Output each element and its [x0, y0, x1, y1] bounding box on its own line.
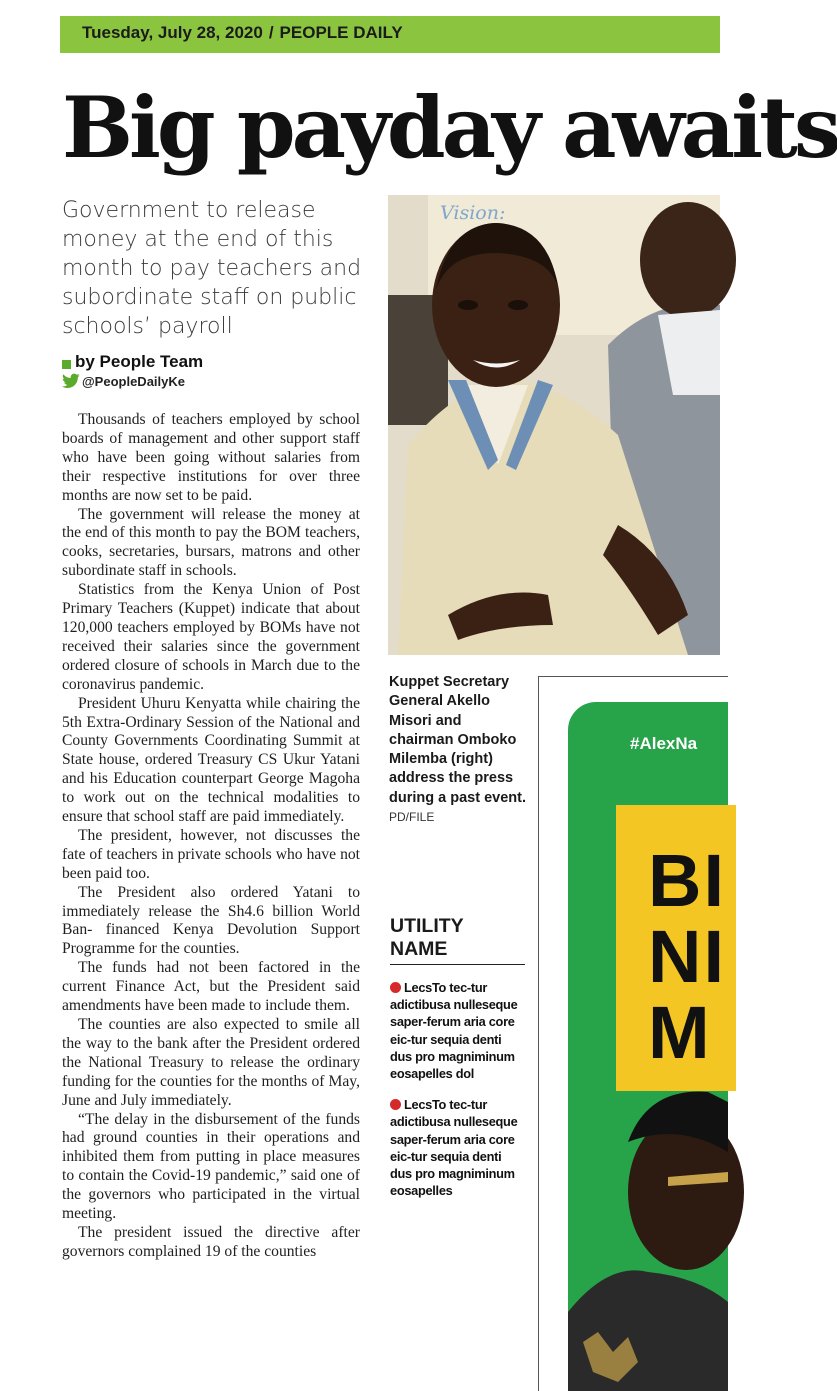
list-item-text: LecsTo tec-tur adictibusa nulleseque saper-ferum aria core eic-tur sequia denti dus pro magniminum eosapelles dol: [390, 980, 518, 1082]
caption-text: Kuppet Secretary General Akello Misori and chairman Omboko Milemba (right) address the press during a past event.: [389, 674, 526, 806]
advert-hashtag: #AlexNa: [630, 734, 698, 753]
paragraph: Thousands of teachers employed by school boards of management and other support staff who have been going without salaries from their respective institutions for over three months are now set to be paid.: [62, 411, 360, 504]
list-item: [390, 1096, 525, 1199]
advert-panel: [568, 702, 728, 1391]
article-body: [62, 411, 360, 1262]
advert-line: NI: [648, 915, 726, 998]
article-headline: Big payday awaits: [62, 78, 837, 177]
paragraph: The funds had not been factored in the current Finance Act, but the President said amendments have been made to include them.: [62, 959, 360, 1015]
press-conference-photo: [388, 195, 720, 655]
twitter-bird-icon: [62, 373, 80, 389]
paragraph: The government will release the money at the end of this month to pay the BOM teachers, cooks, secretaries, bursars, matrons and other subordinate staff in schools.: [62, 505, 360, 580]
publication-name: PEOPLE DAILY: [279, 23, 403, 42]
byline-marker-icon: [62, 360, 71, 369]
photo-credit: PD/FILE: [389, 810, 435, 825]
article-deck: Government to release money at the end of this month to pay teachers and subordinate staff on public schools’ payroll: [62, 198, 362, 339]
paragraph: “The delay in the disbursement of the funds had ground counties in their operations and inhibited them from putting in place measures to contain the Covid-19 pandemic,” said one of the governors who participated in the virtual meeting.: [62, 1110, 360, 1223]
date-line: [82, 23, 403, 43]
red-bullet-icon: [390, 1099, 401, 1110]
paragraph: The counties are also expected to smile all the way to the bank after the President ordered the National Treasury to release the ordinary funding for the counties for the months of May, June and July immediately.: [62, 1016, 360, 1109]
paragraph: The president issued the directive after governors complained 19 of the counties: [62, 1223, 360, 1260]
paragraph: President Uhuru Kenyatta while chairing the 5th Extra-Ordinary Session of the National and County Governments Coordinating Summit at State house, ordered Treasury CS Ukur Yatani and his Education counterpart George Magoha to work out on the technical modalities to ensure that school staff are paid immediately.: [62, 694, 360, 826]
byline-author: by People Team: [75, 352, 204, 371]
list-item: [390, 979, 525, 1082]
byline-block: [62, 352, 203, 389]
twitter-handle: @PeopleDailyKe: [82, 373, 185, 389]
red-bullet-icon: [390, 982, 401, 993]
advert-line: M: [648, 991, 712, 1074]
date-publication-bar: [60, 16, 720, 53]
utility-title: UTILITY NAME: [390, 915, 525, 965]
date-separator: /: [268, 23, 274, 42]
photo-illustration: [388, 195, 720, 655]
advert-portrait: [568, 1082, 728, 1391]
advert-line: BI: [648, 839, 726, 922]
paragraph: The president, however, not discusses the fate of teachers in private schools who have not been paid too.: [62, 826, 360, 882]
list-item-text: LecsTo tec-tur adictibusa nulleseque saper-ferum aria core eic-tur sequia denti dus pro magniminum eosapelles: [390, 1097, 518, 1199]
issue-date: Tuesday, July 28, 2020: [82, 23, 263, 42]
paragraph: Statistics from the Kenya Union of Post Primary Teachers (Kuppet) indicate that about 120,000 teachers employed by BOMs have not received their salaries since the government ordered closure of schools in March due to the coronavirus pandemic.: [62, 581, 360, 693]
backdrop-text: Vision:: [440, 202, 506, 224]
utility-box: [390, 915, 525, 1199]
photo-caption: [389, 673, 529, 827]
paragraph: The President also ordered Yatani to immediately release the Sh4.6 billion World Ban- financed Kenya Devolution Support Programme for the counties.: [62, 883, 360, 958]
